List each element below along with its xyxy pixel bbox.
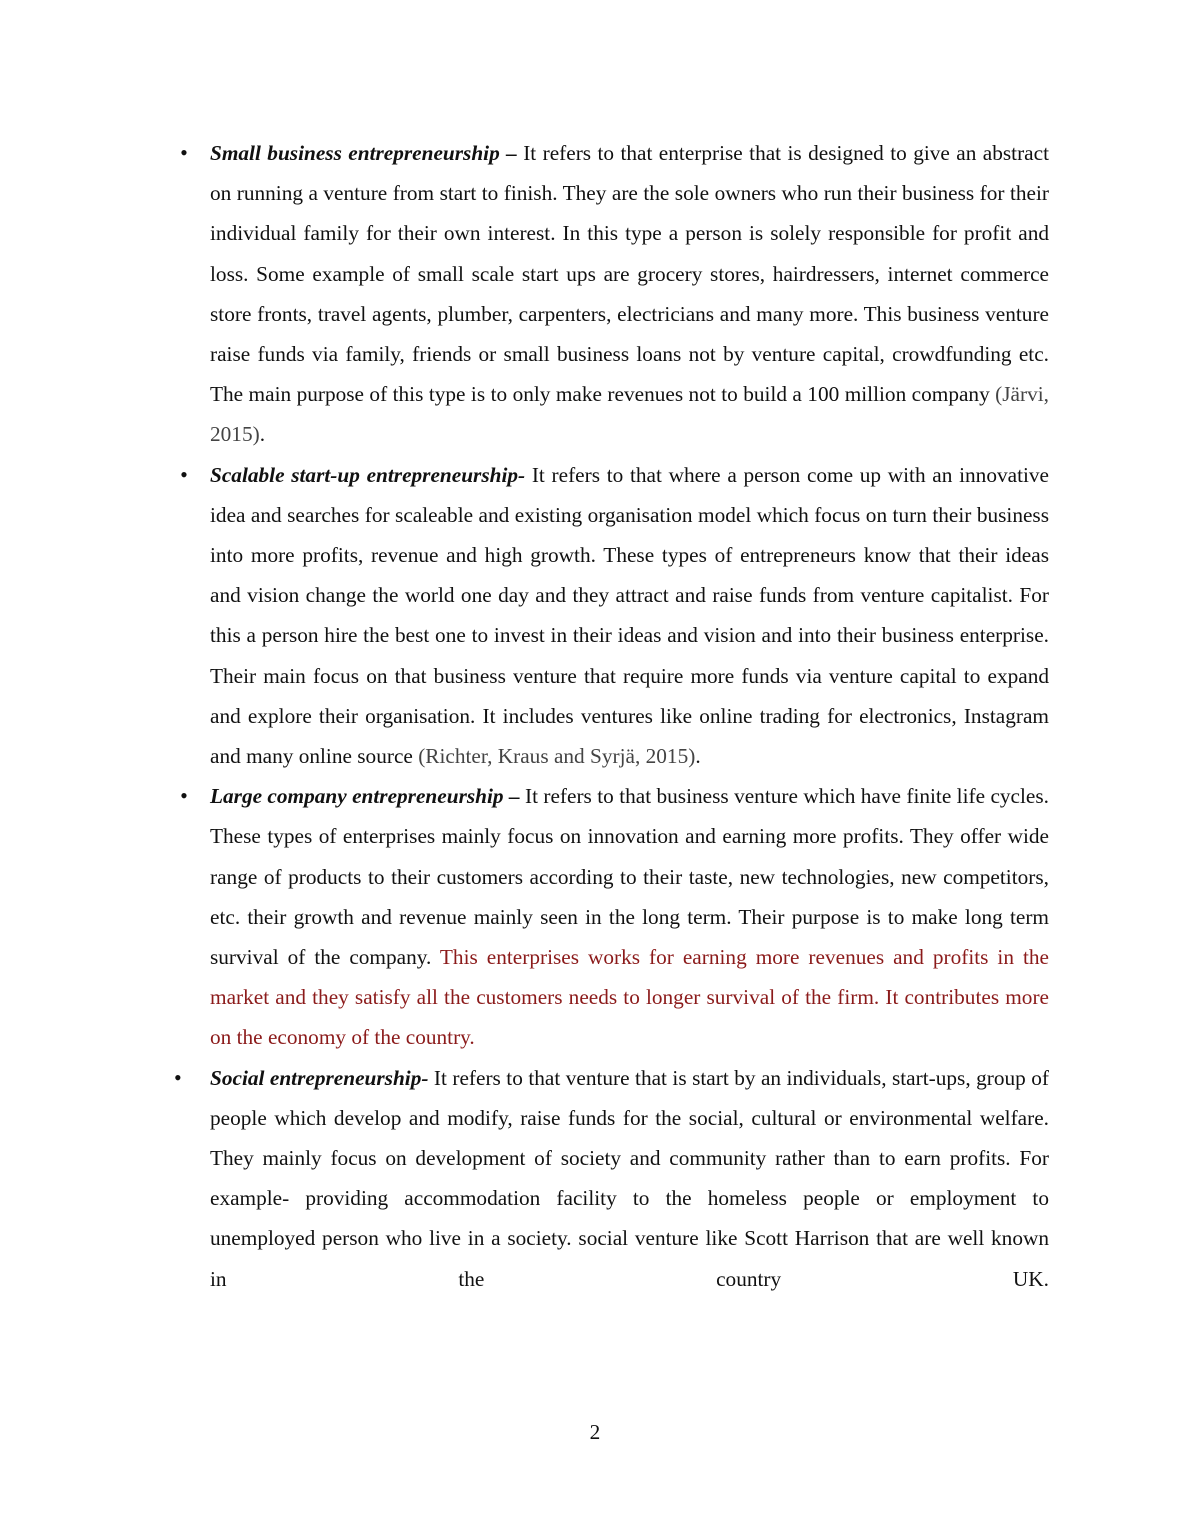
page-number: 2: [589, 1420, 601, 1444]
highlighted-text: This enterprises works for earning more revenues and profits in the market and they satisfy all the customers needs to longer survival of the firm. It contributes more on the economy of the country.: [210, 945, 1049, 1050]
citation: (Richter, Kraus and Syrjä, 2015): [418, 744, 696, 769]
paragraph-text: It refers to that venture that is start by an individuals, start-ups, group of people which develop and modify, raise funds for the social, cultural or environmental welfare. They mainly focus on development of society and community rather than to earn profits. For example- providing accommodation facility to the homeless people or employment to unemployed person who live in a society. social venture like Scott Harrison that are well known in the country UK.: [210, 1065, 1049, 1291]
bullet-icon: •: [180, 461, 188, 487]
term-heading: Small business entrepreneurship –: [210, 141, 517, 165]
document-body: [0, 133, 1190, 1299]
list-item-social: [174, 1058, 1049, 1299]
punctuation: .: [695, 744, 701, 769]
citation: (Järvi, 2015): [210, 382, 1049, 447]
list-item-large-company: [180, 776, 1049, 1057]
list-item-small-business: [180, 133, 1049, 455]
term-heading: Large company entrepreneurship –: [210, 784, 520, 809]
bullet-icon: •: [174, 1064, 182, 1090]
paragraph-text: It refers to that enterprise that is designed to give an abstract on running a venture from start to finish. They are the sole owners who run their business for their individual family for their own interest. In this type a person is solely responsible for profit and loss. Some example of small scale start ups are grocery stores, hairdressers, internet commerce store fronts, travel agents, plumber, carpenters, electricians and many more. This business venture raise funds via family, friends or small business loans not by venture capital, crowdfunding etc. The main purpose of this type is to only make revenues not to build a 100 million company: [210, 141, 1049, 407]
term-heading: Social entrepreneurship-: [210, 1065, 429, 1090]
term-heading: Scalable start-up entrepreneurship-: [210, 462, 526, 487]
bullet-icon: •: [180, 140, 188, 165]
paragraph-text: It refers to that where a person come up with an innovative idea and searches for scaleable and existing organisation model which focus on turn their business into more profits, revenue and high growth. These types of entrepreneurs know that their ideas and vision change the world one day and they attract and raise funds from venture capitalist. For this a person hire the best one to invest in their ideas and vision and into their business enterprise. Their main focus on that business venture that require more funds via venture capital to expand and explore their organisation. It includes ventures like online trading for electronics, Instagram and many online source: [210, 462, 1050, 769]
list-item-scalable-startup: [180, 455, 1050, 777]
paragraph-text: It refers to that business venture which have finite life cycles. These types of enterprises mainly focus on innovation and earning more profits. They offer wide range of products to their customers according to their taste, new technologies, new competitors, etc. their growth and revenue mainly seen in the long term. Their purpose is to make long term survival of the company.: [210, 784, 1049, 970]
bullet-icon: •: [180, 783, 188, 809]
punctuation: .: [259, 422, 266, 447]
